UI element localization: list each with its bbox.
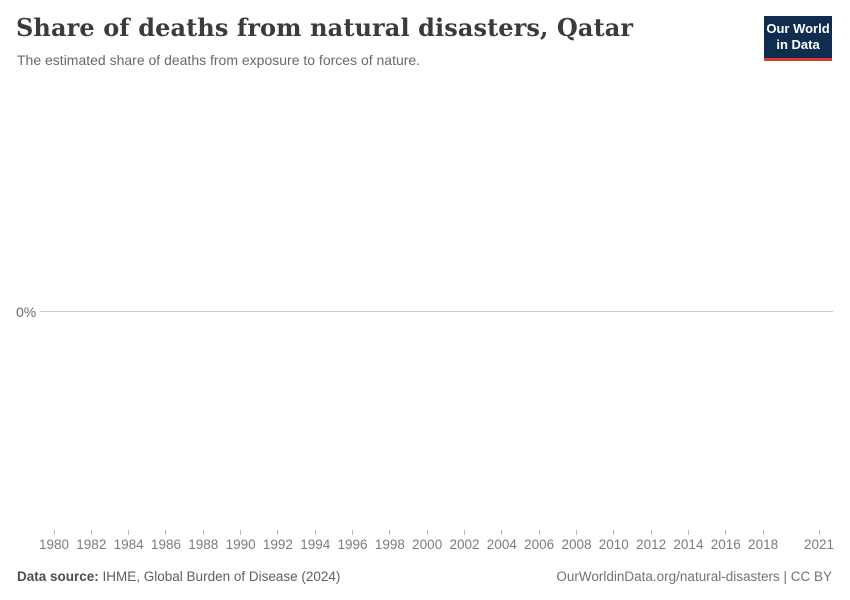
x-axis-tick-mark	[203, 530, 204, 535]
x-axis-tick-label: 2010	[598, 537, 629, 552]
x-axis-tick-label: 1980	[38, 537, 70, 552]
x-axis-tick-mark	[576, 530, 577, 535]
owid-logo-line1: Our World	[766, 21, 830, 36]
x-axis-tick-mark	[688, 530, 689, 535]
x-axis-tick-label: 1994	[300, 537, 331, 552]
x-axis-tick-label: 2018	[748, 537, 779, 552]
x-axis-tick-label: 1998	[374, 537, 405, 552]
x-axis-tick-mark	[128, 530, 129, 535]
x-axis-tick-mark	[53, 530, 54, 535]
x-axis-tick-label: 2002	[449, 537, 480, 552]
x-axis-tick	[673, 530, 703, 552]
x-axis-tick-label: 1986	[150, 537, 181, 552]
x-axis-tick	[375, 530, 405, 552]
x-axis-tick	[412, 530, 442, 552]
x-axis-tick	[711, 530, 741, 552]
x-axis-tick	[636, 530, 666, 552]
x-axis-tick-mark	[651, 530, 652, 535]
x-axis-tick	[300, 530, 330, 552]
data-source-label: Data source:	[17, 569, 99, 584]
x-axis-tick-mark	[539, 530, 540, 535]
x-axis-tick-mark	[91, 530, 92, 535]
x-axis-tick-label: 2014	[673, 537, 704, 552]
x-axis-tick-mark	[352, 530, 353, 535]
x-axis-tick-label: 1982	[76, 537, 107, 552]
x-axis-tick-label: 1984	[113, 537, 144, 552]
x-axis-tick-label: 2021	[804, 537, 835, 552]
data-source	[17, 569, 340, 584]
x-axis-tick-label: 2016	[710, 537, 741, 552]
x-axis-tick-label: 2006	[524, 537, 555, 552]
x-axis-tick	[748, 530, 778, 552]
footer-link[interactable]: OurWorldinData.org/natural-disasters | CC BY	[556, 569, 832, 584]
x-axis-tick	[449, 530, 479, 552]
x-axis-tick	[39, 530, 69, 552]
x-axis-tick	[524, 530, 554, 552]
x-axis-tick	[804, 530, 834, 552]
x-axis-tick	[561, 530, 591, 552]
x-axis-tick-mark	[501, 530, 502, 535]
x-axis-tick-mark	[315, 530, 316, 535]
x-axis-tick	[114, 530, 144, 552]
x-axis-tick	[263, 530, 293, 552]
x-axis-tick-mark	[277, 530, 278, 535]
page-subtitle: The estimated share of deaths from exposure to forces of nature.	[17, 52, 421, 68]
x-axis-tick	[599, 530, 629, 552]
x-axis-tick-label: 1988	[188, 537, 219, 552]
x-axis-tick	[226, 530, 256, 552]
x-axis-tick-mark	[389, 530, 390, 535]
x-axis-tick	[188, 530, 218, 552]
x-axis-tick-mark	[240, 530, 241, 535]
x-axis-tick-label: 1992	[262, 537, 293, 552]
y-axis-tick-label: 0%	[16, 304, 37, 320]
page-title: Share of deaths from natural disasters, Qatar	[16, 13, 634, 42]
data-source-value: IHME, Global Burden of Disease (2024)	[98, 569, 341, 584]
x-axis-tick-label: 2000	[412, 537, 443, 552]
x-axis-tick-mark	[464, 530, 465, 535]
x-axis-tick-label: 2004	[486, 537, 517, 552]
x-axis-tick-label: 2008	[561, 537, 592, 552]
x-axis-tick	[76, 530, 106, 552]
x-axis-tick-label: 2012	[636, 537, 667, 552]
x-axis-tick-mark	[819, 530, 820, 535]
x-axis-tick-label: 1990	[225, 537, 256, 552]
x-axis-tick-mark	[725, 530, 726, 535]
x-axis-tick-label: 1996	[337, 537, 368, 552]
x-axis-tick	[487, 530, 517, 552]
x-axis-tick	[151, 530, 181, 552]
owid-logo-line2: in Data	[776, 37, 820, 53]
x-axis-tick-mark	[613, 530, 614, 535]
x-axis-tick-mark	[427, 530, 428, 535]
x-axis-tick-mark	[165, 530, 166, 535]
x-axis-tick-mark	[763, 530, 764, 535]
x-axis-tick	[338, 530, 368, 552]
